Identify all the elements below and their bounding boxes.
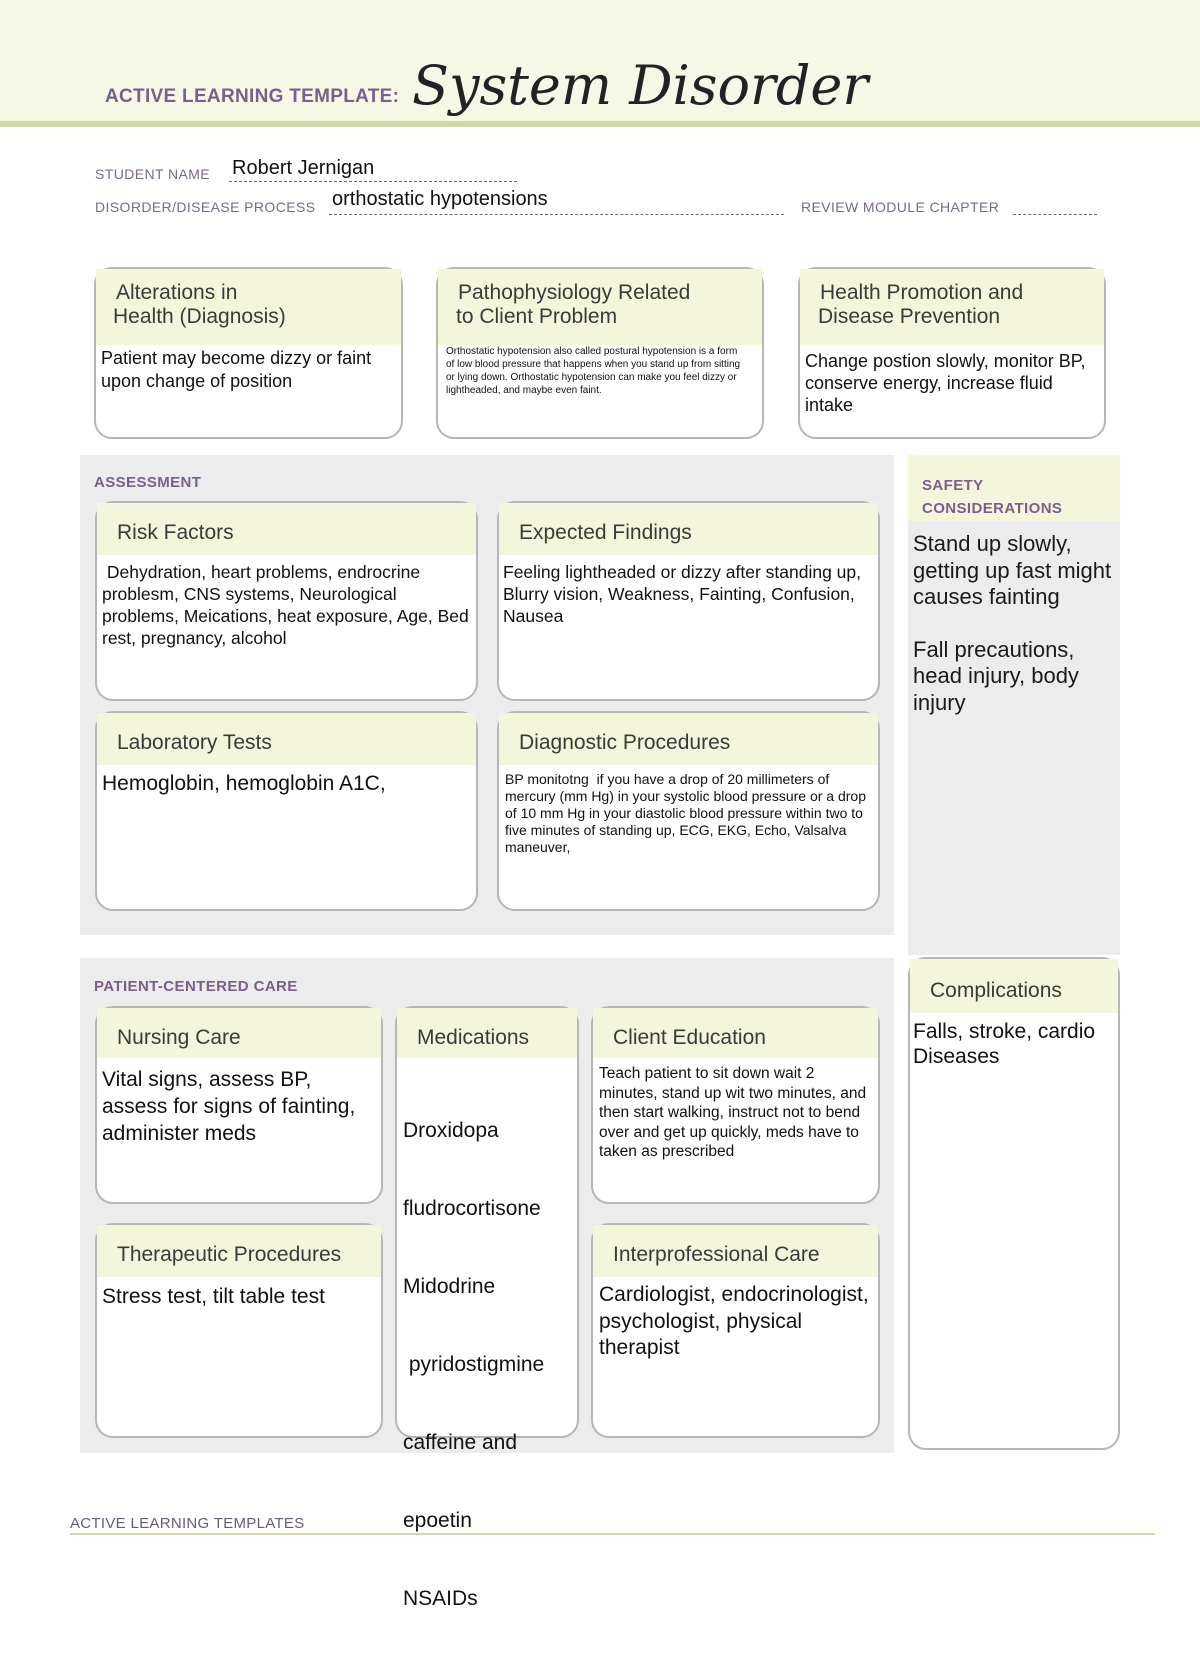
expected-findings-box — [497, 501, 880, 701]
laboratory-tests-text[interactable]: Hemoglobin, hemoglobin A1C, — [102, 772, 386, 795]
expected-findings-heading: Expected Findings — [499, 503, 878, 555]
therapeutic-procedures-text[interactable]: Stress test, tilt table test — [102, 1285, 325, 1308]
medication-item: NSAIDs — [403, 1587, 478, 1610]
complications-text[interactable]: Falls, stroke, cardio Diseases — [913, 1020, 1096, 1068]
interprofessional-care-heading: Interprofessional Care — [593, 1225, 878, 1277]
client-education-heading: Client Education — [593, 1008, 878, 1058]
disorder-label: DISORDER/DISEASE PROCESS — [95, 199, 316, 215]
interprofessional-care-box — [591, 1223, 880, 1438]
header-divider — [0, 121, 1200, 127]
medication-item: fludrocortisone — [403, 1197, 541, 1220]
review-module-label: REVIEW MODULE CHAPTER — [801, 199, 1000, 215]
pathophysiology-text[interactable]: Orthostatic hypotension also called postural hypotension is a form of low blood pressure that happens when you stand up from sitting or lying down. Orthostatic hypotension can make you feel dizzy or lightheaded, and maybe even faint. — [446, 346, 741, 396]
alterations-text[interactable]: Patient may become dizzy or faint upon change of position — [101, 348, 372, 391]
medication-item: epoetin — [403, 1509, 472, 1532]
pathophysiology-heading-line2: to Client Problem — [456, 305, 618, 328]
safety-paragraph-1: Stand up slowly, getting up fast might causes fainting — [913, 531, 1112, 609]
complications-heading: Complications — [910, 959, 1118, 1013]
expected-findings-text[interactable]: Feeling lightheaded or dizzy after standing up, Blurry vision, Weakness, Fainting, Confusion, Nausea — [503, 562, 862, 626]
laboratory-tests-heading: Laboratory Tests — [97, 713, 476, 765]
disorder-line — [329, 214, 784, 215]
footer-label: ACTIVE LEARNING TEMPLATES — [70, 1515, 305, 1532]
nursing-care-text[interactable]: Vital signs, assess BP, assess for signs of fainting, administer meds — [102, 1068, 356, 1145]
patient-care-label: PATIENT-CENTERED CARE — [94, 978, 298, 995]
nursing-care-heading: Nursing Care — [97, 1008, 381, 1058]
medication-item: caffeine and — [403, 1431, 518, 1454]
safety-heading-line2: CONSIDERATIONS — [922, 500, 1063, 517]
medications-heading: Medications — [397, 1008, 577, 1058]
complications-box — [908, 957, 1120, 1450]
alterations-heading-line1: Alterations in — [116, 281, 238, 304]
risk-factors-heading: Risk Factors — [97, 503, 476, 555]
safety-text[interactable] — [913, 531, 1113, 716]
student-name-label: STUDENT NAME — [95, 166, 210, 182]
footer-divider — [70, 1533, 1155, 1535]
client-education-box — [591, 1006, 880, 1204]
alterations-heading-line2: Health (Diagnosis) — [113, 305, 286, 328]
medication-item: Droxidopa — [403, 1119, 499, 1142]
diagnostic-procedures-text[interactable]: BP monitotng if you have a drop of 20 millimeters of mercury (mm Hg) in your systolic blood pressure or a drop of 10 mm Hg in your diastolic blood pressure within two to five minutes of standing up, ECG, EKG, Echo, Valsalva maneuver, — [505, 771, 870, 855]
safety-paragraph-2: Fall precautions, head injury, body injury — [913, 636, 1079, 715]
therapeutic-procedures-heading: Therapeutic Procedures — [97, 1225, 381, 1277]
medications-list[interactable] — [397, 1058, 577, 1664]
client-education-text[interactable]: Teach patient to sit down wait 2 minutes, stand up wit two minutes, and then start walking, instruct not to bend over and get up quickly, meds have to taken as prescribed — [599, 1065, 867, 1160]
safety-heading-line1: SAFETY — [922, 477, 984, 494]
disorder-field[interactable]: orthostatic hypotensions — [332, 188, 548, 210]
assessment-label: ASSESSMENT — [94, 474, 202, 491]
nursing-care-box — [95, 1006, 383, 1204]
medication-item: Midodrine — [403, 1275, 496, 1298]
health-promotion-text[interactable]: Change postion slowly, monitor BP, conserve energy, increase fluid intake — [805, 351, 1086, 415]
template-label: ACTIVE LEARNING TEMPLATE: — [105, 86, 400, 107]
safety-spacer — [913, 611, 1113, 637]
diagnostic-procedures-heading: Diagnostic Procedures — [499, 713, 878, 765]
medications-box — [395, 1006, 579, 1610]
safety-heading — [922, 474, 1062, 520]
student-name-field[interactable]: Robert Jernigan — [232, 157, 375, 179]
review-module-line — [1013, 214, 1097, 215]
pathophysiology-box — [436, 267, 764, 439]
risk-factors-text[interactable]: Dehydration, heart problems, endrocrine problesm, CNS systems, Neurological problems, Meications, heat exposure, Age, Bed rest, pregnancy, alcohol — [102, 562, 474, 648]
health-promotion-box — [798, 267, 1106, 439]
risk-factors-box — [95, 501, 478, 701]
therapeutic-procedures-box — [95, 1223, 383, 1438]
health-promotion-heading-line2: Disease Prevention — [818, 305, 1001, 328]
medication-item: pyridostigmine — [403, 1353, 545, 1376]
page-title: System Disorder — [412, 54, 869, 117]
student-name-line — [229, 181, 517, 182]
laboratory-tests-box — [95, 711, 478, 911]
interprofessional-care-text[interactable]: Cardiologist, endocrinologist, psychologist, physical therapist — [599, 1283, 869, 1359]
alterations-box — [94, 267, 403, 439]
health-promotion-heading-line1: Health Promotion and — [820, 281, 1024, 304]
pathophysiology-heading-line1: Pathophysiology Related — [458, 281, 691, 304]
diagnostic-procedures-box — [497, 711, 880, 911]
